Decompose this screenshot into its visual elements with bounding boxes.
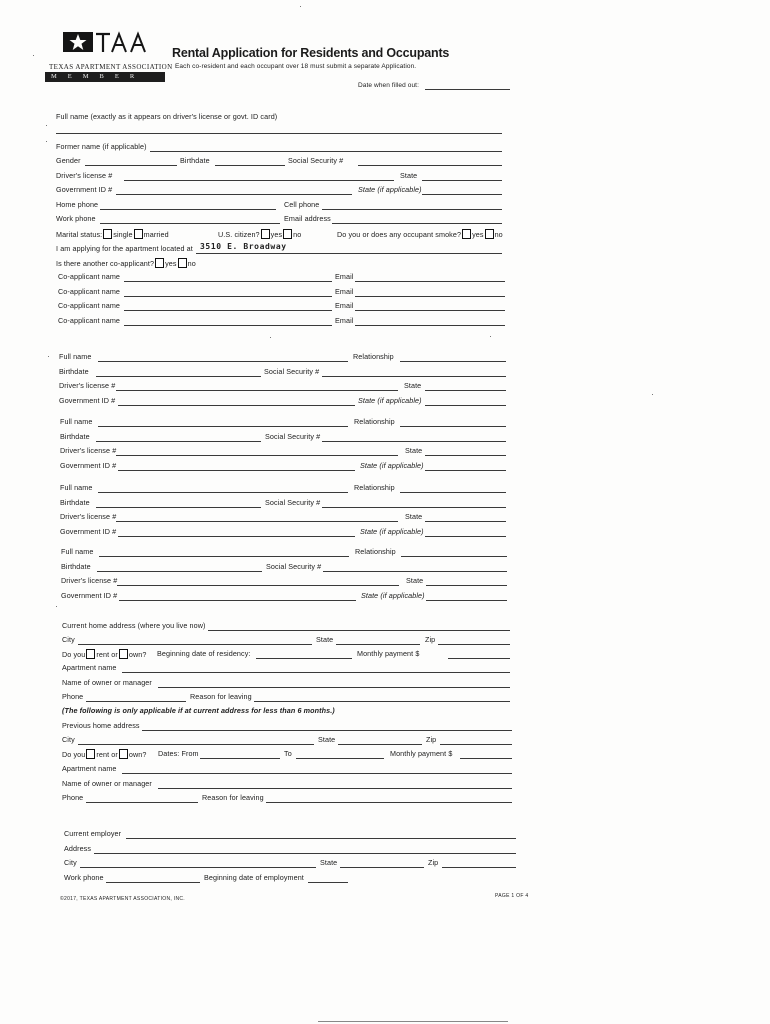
coapplicant-name-label: Co-applicant name (58, 301, 121, 310)
member-label: MEMBER (45, 72, 165, 82)
gender-field[interactable] (85, 165, 177, 166)
occupant-gov-id-field[interactable] (118, 470, 355, 471)
another-coapplicant-row (56, 258, 196, 269)
coapplicant-email-field[interactable] (355, 281, 505, 282)
citizen-yes-label: yes (270, 230, 283, 239)
do-you-label: Do you (62, 750, 86, 759)
owner-manager-label: Name of owner or manager (62, 678, 152, 687)
occupant-gov-state-field[interactable] (425, 405, 506, 406)
former-name-label: Former name (if applicable) (56, 142, 147, 151)
coapplicant-yes-label: yes (165, 259, 177, 268)
prev-owner-manager-field[interactable] (158, 788, 512, 789)
coapplicant-name-label: Co-applicant name (58, 287, 121, 296)
married-checkbox[interactable] (134, 229, 143, 239)
citizen-no-label: no (293, 230, 302, 239)
smoke-question-label: Do you or does any occupant smoke? (337, 230, 462, 239)
coapplicant-email-label: Email (335, 287, 354, 296)
occupant-state-applicable-label: State (if applicable) (360, 461, 424, 470)
occupant-relationship-field[interactable] (401, 556, 507, 557)
occupant-state-applicable-label: State (if applicable) (358, 396, 422, 405)
prev-owner-manager-label: Name of owner or manager (62, 779, 152, 788)
occupant-relationship-field[interactable] (400, 361, 506, 362)
occupant-relationship-label: Relationship (353, 352, 394, 361)
prev-reason-leaving-label: Reason for leaving (202, 793, 264, 802)
coapplicant-email-label: Email (335, 301, 354, 310)
occupant-state-label: State (406, 576, 424, 585)
birthdate-field[interactable] (215, 165, 285, 166)
occupant-full-name-field[interactable] (98, 426, 348, 427)
occupant-full-name-label: Full name (60, 483, 93, 492)
occupant-full-name-label: Full name (61, 547, 94, 556)
coapplicant-name-field[interactable] (124, 310, 332, 311)
government-id-label: Government ID # (56, 185, 113, 194)
association-name: TEXAS APARTMENT ASSOCIATION (49, 63, 173, 71)
employment-beginning-label: Beginning date of employment (204, 873, 304, 882)
previous-address-field[interactable] (142, 730, 512, 731)
ssn-field[interactable] (358, 165, 502, 166)
state-if-applicable-label: State (if applicable) (358, 185, 422, 194)
work-phone-field[interactable] (100, 223, 280, 224)
coapplicant-email-label: Email (335, 316, 354, 325)
copyright: ©2017, TEXAS APARTMENT ASSOCIATION, INC. (60, 896, 185, 902)
employer-city-label: City (64, 858, 77, 867)
owner-manager-field[interactable] (158, 687, 510, 688)
employer-city-field[interactable] (80, 867, 316, 868)
employer-zip-label: Zip (428, 858, 439, 867)
email-address-field[interactable] (332, 223, 502, 224)
occupant-gov-state-field[interactable] (425, 470, 506, 471)
prev-monthly-payment-field[interactable] (460, 758, 512, 759)
reason-leaving-field[interactable] (254, 701, 510, 702)
prev-own-checkbox[interactable] (119, 749, 128, 759)
smoke-no-checkbox[interactable] (485, 229, 494, 239)
occupant-dl-field[interactable] (117, 585, 399, 586)
beginning-residency-field[interactable] (256, 658, 352, 659)
prev-phone-label: Phone (62, 793, 84, 802)
occupant-gov-id-field[interactable] (119, 600, 356, 601)
occupant-state-applicable-label: State (if applicable) (360, 527, 424, 536)
zip-field[interactable] (438, 644, 510, 645)
coapplicant-email-field[interactable] (355, 310, 505, 311)
prev-monthly-payment-label: Monthly payment $ (390, 749, 453, 758)
occupant-birthdate-label: Birthdate (60, 432, 90, 441)
single-label: single (113, 230, 133, 239)
previous-address-note: (The following is only applicable if at current address for less than 6 months.) (62, 706, 335, 715)
occupant-relationship-label: Relationship (355, 547, 396, 556)
taa-logo (60, 28, 170, 56)
coapplicant-email-field[interactable] (355, 325, 505, 326)
phone-label: Phone (62, 692, 84, 701)
prev-apartment-name-label: Apartment name (62, 764, 117, 773)
state-field[interactable] (336, 644, 420, 645)
do-you-label: Do you (62, 650, 86, 659)
occupant-dl-label: Driver's license # (61, 576, 118, 585)
work-phone-label: Work phone (56, 214, 96, 223)
occupant-gov-state-field[interactable] (425, 536, 506, 537)
prev-apartment-name-field[interactable] (122, 773, 512, 774)
occupant-state-applicable-label: State (if applicable) (361, 591, 425, 600)
occupant-dl-label: Driver's license # (60, 512, 117, 521)
own-checkbox[interactable] (119, 649, 128, 659)
occupant-ssn-field[interactable] (323, 571, 507, 572)
coapplicant-email-field[interactable] (355, 296, 505, 297)
citizen-yes-checkbox[interactable] (261, 229, 270, 239)
state-label: State (400, 171, 418, 180)
smoke-yes-label: yes (472, 230, 484, 239)
occupant-gov-id-label: Government ID # (60, 527, 117, 536)
coapplicant-name-label: Co-applicant name (58, 316, 121, 325)
occupant-relationship-label: Relationship (354, 483, 395, 492)
occupant-birthdate-label: Birthdate (59, 367, 89, 376)
own-label: own? (128, 750, 147, 759)
government-id-field[interactable] (116, 194, 352, 195)
marital-status-label: Marital status: (56, 230, 103, 239)
cell-phone-field[interactable] (322, 209, 502, 210)
employer-zip-field[interactable] (442, 867, 516, 868)
occupant-gov-id-label: Government ID # (61, 591, 118, 600)
dates-to-field[interactable] (296, 758, 384, 759)
monthly-payment-label: Monthly payment $ (357, 649, 420, 658)
drivers-license-field[interactable] (124, 180, 394, 181)
prev-state-label: State (318, 735, 336, 744)
apartment-name-label: Apartment name (62, 663, 117, 672)
occupant-dl-label: Driver's license # (59, 381, 116, 390)
occupant-ssn-field[interactable] (322, 376, 506, 377)
occupant-ssn-label: Social Security # (265, 498, 321, 507)
apartment-located-label: I am applying for the apartment located at (56, 244, 193, 253)
occupant-state-label: State (404, 381, 422, 390)
previous-address-label: Previous home address (62, 721, 140, 730)
occupant-birthdate-label: Birthdate (60, 498, 90, 507)
phone-field[interactable] (86, 701, 186, 702)
citizen-no-checkbox[interactable] (283, 229, 292, 239)
current-employer-label: Current employer (64, 829, 122, 838)
city-field[interactable] (78, 644, 312, 645)
us-citizen-label: U.S. citizen? (218, 230, 260, 239)
employer-state-label: State (320, 858, 338, 867)
smoke-yes-checkbox[interactable] (462, 229, 471, 239)
prev-city-field[interactable] (78, 744, 314, 745)
coapplicant-name-field[interactable] (124, 281, 332, 282)
coapplicant-yes-checkbox[interactable] (155, 258, 164, 268)
date-filled-field[interactable] (425, 89, 510, 90)
dl-state-field[interactable] (422, 180, 502, 181)
occupant-dl-state-field[interactable] (425, 390, 506, 391)
coapplicant-name-field[interactable] (124, 296, 332, 297)
email-address-label: Email address (284, 214, 331, 223)
occupant-gov-id-label: Government ID # (59, 396, 116, 405)
coapplicant-no-label: no (187, 259, 196, 268)
apartment-address-value: 3510 E. Broadway (200, 242, 287, 251)
rent-own-row (62, 649, 146, 660)
reason-leaving-label: Reason for leaving (190, 692, 252, 701)
another-coapplicant-label: Is there another co-applicant? (56, 259, 155, 268)
prev-state-field[interactable] (338, 744, 422, 745)
apartment-name-field[interactable] (122, 672, 510, 673)
prev-zip-field[interactable] (440, 744, 512, 745)
occupant-full-name-label: Full name (59, 352, 92, 361)
occupant-full-name-field[interactable] (98, 492, 348, 493)
prev-rent-checkbox[interactable] (86, 749, 95, 759)
smoke-no-label: no (494, 230, 503, 239)
occupant-ssn-label: Social Security # (265, 432, 321, 441)
occupant-gov-id-label: Government ID # (60, 461, 117, 470)
coapplicant-no-checkbox[interactable] (178, 258, 187, 268)
current-employer-field[interactable] (126, 838, 516, 839)
full-name-label: Full name (exactly as it appears on driver's license or govt. ID card) (56, 112, 278, 121)
occupant-relationship-label: Relationship (354, 417, 395, 426)
dates-to-label: To (284, 749, 292, 758)
smoke-row (337, 229, 503, 240)
city-label: City (62, 635, 75, 644)
former-name-field[interactable] (150, 151, 502, 152)
prev-phone-field[interactable] (86, 802, 198, 803)
employer-work-phone-label: Work phone (64, 873, 104, 882)
occupant-ssn-label: Social Security # (266, 562, 322, 571)
monthly-payment-field[interactable] (448, 658, 510, 659)
beginning-residency-label: Beginning date of residency: (157, 649, 251, 658)
occupant-full-name-label: Full name (60, 417, 93, 426)
prev-rent-own-row (62, 749, 146, 760)
home-phone-field[interactable] (100, 209, 276, 210)
occupant-state-label: State (405, 446, 423, 455)
texas-star-icon (60, 28, 170, 56)
gov-id-state-field[interactable] (422, 194, 502, 195)
marital-status-row (56, 229, 169, 240)
occupant-birthdate-field[interactable] (97, 571, 262, 572)
cell-phone-label: Cell phone (284, 200, 320, 209)
occupant-dl-field[interactable] (116, 390, 398, 391)
dates-from-field[interactable] (200, 758, 280, 759)
us-citizen-row (218, 229, 301, 240)
occupant-dl-state-field[interactable] (425, 455, 506, 456)
dates-from-label: Dates: From (158, 749, 199, 758)
own-label: own? (128, 650, 147, 659)
occupant-dl-state-field[interactable] (425, 521, 506, 522)
zip-label: Zip (425, 635, 436, 644)
occupant-birthdate-field[interactable] (96, 376, 261, 377)
occupant-full-name-field[interactable] (98, 361, 348, 362)
occupant-dl-label: Driver's license # (60, 446, 117, 455)
occupant-full-name-field[interactable] (99, 556, 349, 557)
drivers-license-label: Driver's license # (56, 171, 113, 180)
date-filled-label: Date when filled out: (358, 82, 419, 89)
occupant-birthdate-field[interactable] (96, 507, 261, 508)
coapplicant-name-field[interactable] (124, 325, 332, 326)
occupant-ssn-label: Social Security # (264, 367, 320, 376)
occupant-gov-id-field[interactable] (118, 405, 355, 406)
occupant-dl-field[interactable] (116, 521, 398, 522)
employer-address-label: Address (64, 844, 92, 853)
state-label: State (316, 635, 334, 644)
employer-address-field[interactable] (94, 853, 516, 854)
current-address-label: Current home address (where you live now) (62, 621, 206, 630)
occupant-dl-state-field[interactable] (426, 585, 507, 586)
birthdate-label: Birthdate (180, 156, 210, 165)
occupant-gov-state-field[interactable] (426, 600, 507, 601)
ssn-label: Social Security # (288, 156, 344, 165)
prev-city-label: City (62, 735, 75, 744)
occupant-birthdate-label: Birthdate (61, 562, 91, 571)
coapplicant-name-label: Co-applicant name (58, 272, 121, 281)
single-checkbox[interactable] (103, 229, 112, 239)
rent-label: rent or (96, 750, 118, 759)
gender-label: Gender (56, 156, 81, 165)
married-label: married (143, 230, 169, 239)
home-phone-label: Home phone (56, 200, 99, 209)
full-name-field[interactable] (56, 133, 502, 134)
rent-checkbox[interactable] (86, 649, 95, 659)
occupant-birthdate-field[interactable] (96, 441, 261, 442)
rent-label: rent or (96, 650, 118, 659)
coapplicant-email-label: Email (335, 272, 354, 281)
employment-beginning-field[interactable] (308, 882, 348, 883)
employer-work-phone-field[interactable] (106, 882, 200, 883)
instructions: Each co-resident and each occupant over 18 must submit a separate Application. (175, 63, 417, 70)
occupant-dl-field[interactable] (116, 455, 398, 456)
prev-reason-leaving-field[interactable] (266, 802, 512, 803)
page-title: Rental Application for Residents and Occupants (172, 46, 450, 60)
occupant-relationship-field[interactable] (400, 492, 506, 493)
current-address-field[interactable] (208, 630, 510, 631)
employer-state-field[interactable] (340, 867, 424, 868)
occupant-ssn-field[interactable] (322, 507, 506, 508)
page-number: PAGE 1 OF 4 (495, 893, 529, 899)
occupant-ssn-field[interactable] (322, 441, 506, 442)
occupant-relationship-field[interactable] (400, 426, 506, 427)
apartment-address-field[interactable] (196, 253, 502, 254)
prev-zip-label: Zip (426, 735, 437, 744)
occupant-state-label: State (405, 512, 423, 521)
occupant-gov-id-field[interactable] (118, 536, 355, 537)
